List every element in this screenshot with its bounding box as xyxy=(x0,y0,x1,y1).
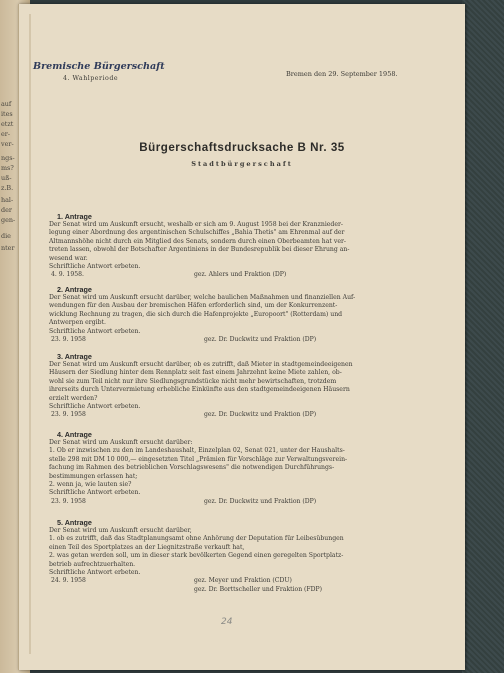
left-page-text-fragment: uß- xyxy=(1,174,12,182)
motion-heading: 5. Antrage xyxy=(57,518,92,527)
left-page-text-fragment: gen- xyxy=(1,216,16,224)
motion-heading: 3. Antrage xyxy=(57,352,92,361)
left-page-text-fragment: ngs- xyxy=(1,154,15,162)
left-page-text-fragment: nter xyxy=(1,244,15,252)
motion-signature: gez. Dr. Borttscheller und Fraktion (FDP) xyxy=(194,585,323,593)
motion-text-line: 2. wenn ja, wie lauten sie? xyxy=(49,481,132,488)
left-page-text-fragment: ms? xyxy=(1,164,14,172)
motion-text-line: treten lassen, obwohl der Botschafter Argentiniens in der Bundesrepublik bei dieser Ehrung an- xyxy=(49,246,350,254)
motion-text-line: Der Senat wird um Auskunft ersucht darüber, xyxy=(49,527,192,534)
motion-text-line: Häusern der Siedlung hinter dem Rennplatz seit fast einem Jahrzehnt keine Miete zahlen, ob- xyxy=(49,369,342,377)
motion-date: 23. 9. 1958 xyxy=(51,411,86,419)
motion-text-line: Der Senat wird um Auskunft ersucht darüber: xyxy=(49,439,193,446)
motion-text-line: Der Senat wird um Auskunft ersucht darüber, welche baulichen Maßnahmen und finanziellen Auf- xyxy=(49,294,356,301)
motion-text-line: ihrerseits durch Untervermietung erhebliche Einkünfte aus den stadtgemeindeeigenen Häusern xyxy=(49,386,350,394)
motion-text-line: einen Teil des Sportplatzes an der Liegnitzstraße verkauft hat, xyxy=(49,543,245,551)
page-fold-shadow xyxy=(29,14,31,654)
motion-text-line: 1. Ob er inzwischen zu den im Landeshaushalt, Einzelplan 02, Senat 021, unter der Haushalts- xyxy=(49,447,345,455)
motion-signature: gez. Ahlers und Fraktion (DP) xyxy=(194,271,287,279)
motion-text-line: wohl sie zum Teil nicht nur ihre Siedlungsgrundstücke nicht mehr bewirtschaften, trotzdem xyxy=(49,377,337,385)
handwritten-page-number: 24 xyxy=(221,617,233,627)
motion-text-line: Der Senat wird um Auskunft ersucht darüber, ob es zutrifft, daß Mieter in stadtgemeindeeigenen xyxy=(49,361,353,368)
motion-date: 23. 9. 1958 xyxy=(51,497,86,505)
motion-text-line: bestimmungen erlassen hat; xyxy=(49,472,138,480)
left-page-text-fragment: die xyxy=(1,232,11,240)
motion-text-line: Altmannshöhe nicht durch ein Mitglied des Senats, sondern durch einen Oberbeamten hat ver- xyxy=(49,237,346,245)
motion-signature: gez. Meyer und Fraktion (CDU) xyxy=(194,577,292,585)
left-page-text-fragment: hal- xyxy=(1,196,14,204)
left-page-text-fragment: etzt xyxy=(1,120,14,128)
motion-signature: gez. Dr. Duckwitz und Fraktion (DP) xyxy=(204,497,317,505)
motion-text-line: stelle 298 mit DM 10 000,— eingesetzten Titel „Prämien für Vorschläge zur Verwaltungsverein- xyxy=(49,455,348,463)
motion-text-line: wendungen für den Ausbau der bremischen Häfen erforderlich sind, um der Konkurrenzent- xyxy=(49,302,338,310)
motion-heading: 1. Antrage xyxy=(57,212,92,221)
binder-cover xyxy=(462,0,504,673)
organization-name: Bremische Bürgerschaft xyxy=(33,61,165,72)
document-page xyxy=(18,4,465,670)
left-page-text-fragment: er- xyxy=(1,130,10,138)
motion-text-line: wicklung Rechnung zu tragen, die sich durch die Hafenprojekte „Europoort" (Rotterdam) und xyxy=(49,310,343,318)
motion-text-line: Schriftliche Antwort erbeten. xyxy=(49,327,141,335)
motion-text-line: fachung im Rahmen des betrieblichen Vorschlagswesens" die notwendigen Durchführungs- xyxy=(49,464,335,472)
motion-text-line: Antwerpen ergibt. xyxy=(49,319,106,327)
motion-text-line: legung einer Abordnung des argentinischen Schulschiffes „Bahia Thetis" am Ehrenmal auf der xyxy=(49,229,345,237)
motion-text-line: 2. was getan werden soll, um in dieser stark bevölkerten Gegend einen geregelten Sportplatz- xyxy=(49,552,344,560)
motion-text-line: Schriftliche Antwort erbeten. xyxy=(49,263,141,270)
motion-signature: gez. Dr. Duckwitz und Fraktion (DP) xyxy=(204,411,317,419)
motion-signature: gez. Dr. Duckwitz und Fraktion (DP) xyxy=(204,336,317,343)
document-title: Bürgerschaftsdrucksache B Nr. 35 xyxy=(139,141,345,154)
motion-text-line: Der Senat wird um Auskunft ersucht, weshalb er sich am 9. August 1958 bei der Kranznieder- xyxy=(49,221,343,228)
motion-text-line: wesend war. xyxy=(49,254,88,262)
motion-heading: 4. Antrage xyxy=(57,430,92,439)
left-page-text-fragment: z.B. xyxy=(1,184,14,192)
left-page-text-fragment: auf xyxy=(1,100,12,108)
motion-text-line: Schriftliche Antwort erbeten. xyxy=(49,569,141,576)
motion-date: 24. 9. 1958 xyxy=(51,577,86,585)
motion-text-line: 1. ob es zutrifft, daß das Stadtplanungsamt ohne Anhörung der Deputation für Leibesübungen xyxy=(49,535,344,543)
left-page-text-fragment: ver- xyxy=(1,140,14,148)
motion-date: 4. 9. 1958. xyxy=(51,271,84,279)
left-page-text-fragment: ites xyxy=(1,110,13,118)
election-period: 4. Wahlperiode xyxy=(63,75,119,82)
motion-date: 23. 9. 1958 xyxy=(51,336,86,343)
document-dateline: Bremen den 29. September 1958. xyxy=(286,70,398,78)
document-subtitle: Stadtbürgerschaft xyxy=(191,160,293,168)
motion-heading: 2. Antrage xyxy=(57,285,92,294)
left-page-text-fragment: der xyxy=(1,206,12,214)
motion-text-line: Schriftliche Antwort erbeten. xyxy=(49,489,141,497)
motion-text-line: betrieb aufrechtzuerhalten. xyxy=(49,560,136,568)
motion-text-line: Schriftliche Antwort erbeten. xyxy=(49,403,141,410)
motion-text-line: erzielt werden? xyxy=(49,394,98,402)
